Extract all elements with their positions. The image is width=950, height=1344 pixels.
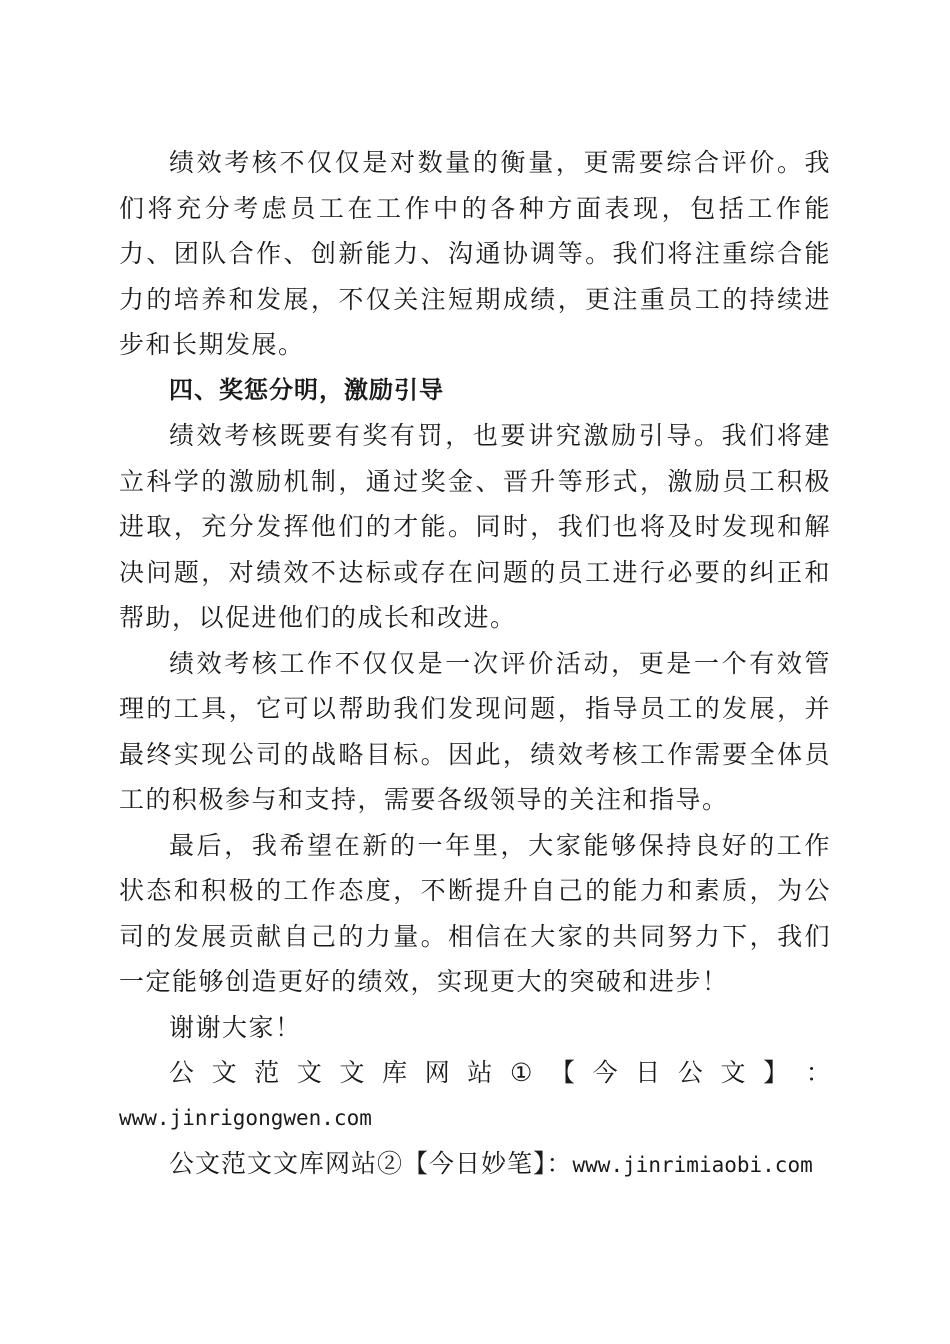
site1-char: 库: [382, 1058, 408, 1087]
site1-char: 公: [677, 1058, 703, 1087]
site1-char: 文: [720, 1058, 746, 1087]
site1-char: 公: [169, 1058, 195, 1087]
site1-char: 文: [211, 1058, 237, 1087]
paragraph-rewards-incentives: 绩效考核既要有奖有罚，也要讲究激励引导。我们将建立科学的激励机制，通过奖金、晋升等形式，激励员工积极进取，充分发挥他们的才能。同时，我们也将及时发现和解决问题，对绩效不达标或存在问题的员工进行必要的纠正和帮助，以促进他们的成长和改进。: [119, 421, 831, 632]
site1-char: 文: [296, 1058, 322, 1087]
site1-char: 范: [254, 1058, 280, 1087]
footer-site1-label: [119, 1050, 831, 1096]
site1-char: 】: [763, 1058, 789, 1087]
paragraph-management-tool: 绩效考核工作不仅仅是一次评价活动，更是一个有效管理的工具，它可以帮助我们发现问题，指导员工的发展，并最终实现公司的战略目标。因此，绩效考核工作需要全体员工的积极参与和支持，需要各级领导的关注和指导。: [119, 648, 831, 814]
site1-char: ：: [805, 1058, 831, 1087]
section-heading-rewards-incentives: 四、奖惩分明，激励引导: [169, 375, 444, 404]
paragraph-comprehensive-evaluation: 绩效考核不仅仅是对数量的衡量，更需要综合评价。我们将充分考虑员工在工作中的各种方面表现，包括工作能力、团队合作、创新能力、沟通协调等。我们将注重综合能力的培养和发展，不仅关注短期成绩，更注重员工的持续进步和长期发展。: [119, 148, 831, 359]
site1-char: 网: [424, 1058, 450, 1087]
site1-char: 文: [339, 1058, 365, 1087]
document-page: [119, 140, 831, 1189]
footer-site1-url-line: [119, 1096, 831, 1142]
footer-site1-url[interactable]: www.jinrigongwen.com: [119, 1105, 372, 1130]
footer-site2-label: 公文范文文库网站②【今日妙笔】：: [169, 1149, 573, 1178]
footer-site2-line: [119, 1141, 831, 1189]
site1-char: 站: [467, 1058, 493, 1087]
paragraph-closing-wishes: 最后，我希望在新的一年里，大家能够保持良好的工作状态和积极的工作态度，不断提升自己的能力和素质，为公司的发展贡献自己的力量。相信在大家的共同努力下，我们一定能够创造更好的绩效，实现更大的突破和进步！: [119, 830, 831, 996]
footer-site2-url[interactable]: www.jinrimiaobi.com: [572, 1153, 813, 1177]
site1-char: 日: [635, 1058, 661, 1087]
site1-char: ①: [510, 1058, 533, 1087]
site1-char: 今: [592, 1058, 618, 1087]
thanks-line: 谢谢大家！: [169, 1012, 302, 1042]
site1-char: 【: [550, 1058, 576, 1087]
